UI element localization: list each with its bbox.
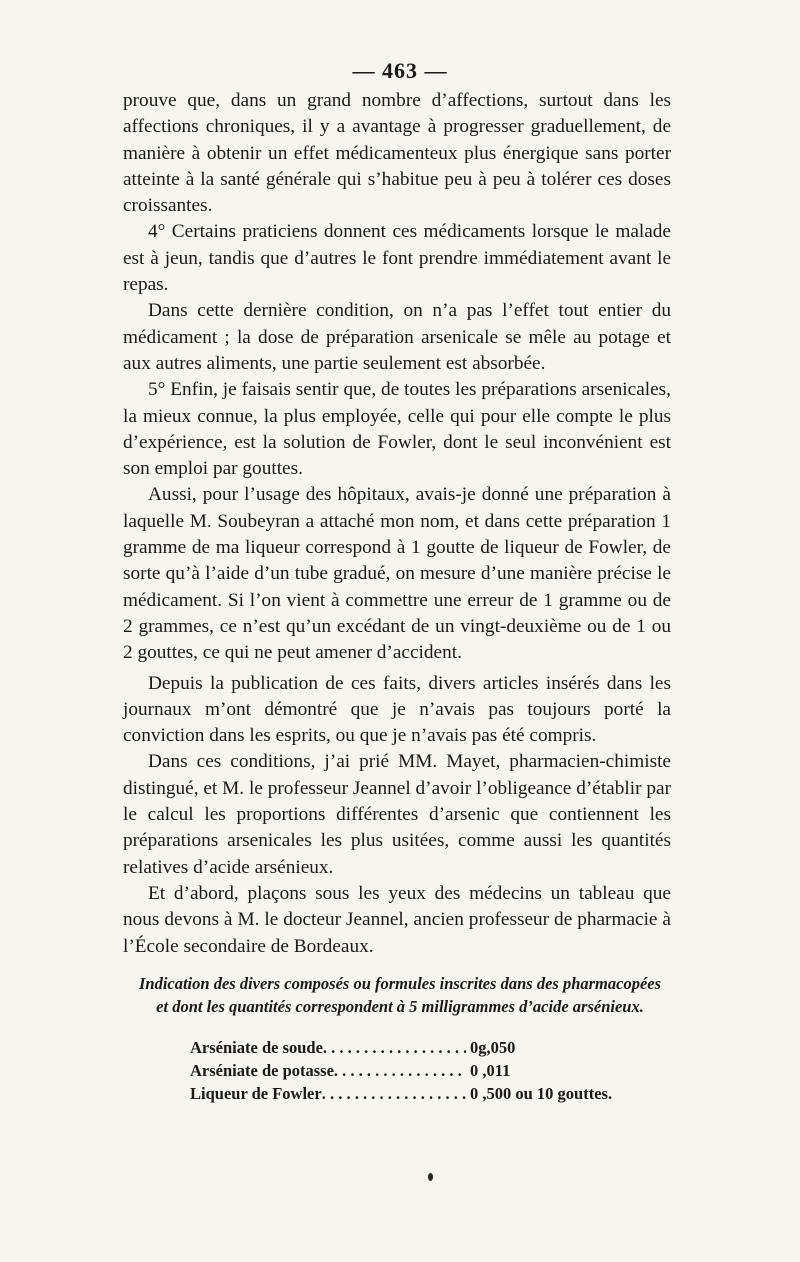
paragraph: Dans ces conditions, j’ai prié MM. Mayet, pharmacien-chimiste distingué, et M. le professeur Jeannel d’avoir l’obligeance d’établir par le calcul les proportions différentes d’arsenic que contiennent les préparations arsenicales les plus usitées, comme aussi les quantités relatives d’acide arsénieux. [123,751,671,878]
compound-quantity: 0g,050 [470,1038,516,1057]
compound-quantity: 0 ,011 [470,1061,511,1080]
ink-mark [428,1173,433,1181]
paragraph: Aussi, pour l’usage des hôpitaux, avais-je donné une préparation à laquelle M. Soubeyran a attaché mon nom, et dans cette préparation 1 gramme de ma liqueur correspond à 1 goutte de liqueur de Fowler, de sorte qu’à l’aide d’un tube gradué, on mesure d’une manière précise le médicament. Si l’on vient à commettre une erreur de 1 gramme ou de 2 grammes, ce n’est qu’un excédant de un vingt-deuxième ou de 1 ou 2 gouttes, ce qui ne peut amener d’accident. [123,484,671,664]
paragraph: Dans cette dernière condition, on n’a pas l’effet tout entier du médicament ; la dose de préparation arsenicale se mêle au potage et aux autres aliments, une partie seulement est absorbée. [123,300,671,374]
paragraph: Et d’abord, plaçons sous les yeux des médecins un tableau que nous devons à M. le docteur Jeannel, ancien professeur de pharmacie à l’École secondaire de Bordeaux. [123,882,671,957]
paragraph: Depuis la publication de ces faits, divers articles insérés dans les journaux m’ont démontré que je n’avais pas toujours porté la conviction dans les esprits, ou que je n’avais pas été compris. [123,672,671,747]
caption-line: Indication des divers composés ou formules inscrites dans des pharmacopées [138,974,662,993]
caption-line: et dont les quantités correspondent à 5 milligrammes d’acide arsénieux. [156,997,644,1016]
table-row [190,1036,650,1059]
leader-dots [334,1059,466,1082]
dosage-table [190,1036,650,1105]
table-caption [120,972,680,1018]
table-row [190,1059,650,1082]
compound-name: Arséniate de potasse [190,1061,334,1080]
body-text [123,88,671,960]
paragraph: 4° Certains praticiens donnent ces médicaments lorsque le malade est à jeun, tandis que d’autres le font prendre immédiatement avant le repas. [123,221,671,296]
compound-quantity: 0 ,500 ou 10 gouttes. [470,1084,613,1103]
leader-dots [322,1082,466,1105]
page-number: — 463 — [352,58,448,83]
paragraph: prouve que, dans un grand nombre d’affections, surtout dans les affections chroniques, il y a avantage à progresser graduellement, de manière à obtenir un effet médicamenteux plus énergique sans porter atteinte à la santé générale qui s’habitue peu à peu à tolérer ces doses croissantes. [123,90,671,217]
leader-dots [323,1036,466,1059]
paragraph: 5° Enfin, je faisais sentir que, de toutes les préparations arsenicales, la mieux connue, la plus employée, celle qui pour elle compte le plus d’expérience, est la solution de Fowler, dont le seul inconvénient est son emploi par gouttes. [123,379,671,480]
compound-name: Liqueur de Fowler [190,1084,322,1103]
compound-name: Arséniate de soude [190,1038,323,1057]
table-row [190,1082,650,1105]
